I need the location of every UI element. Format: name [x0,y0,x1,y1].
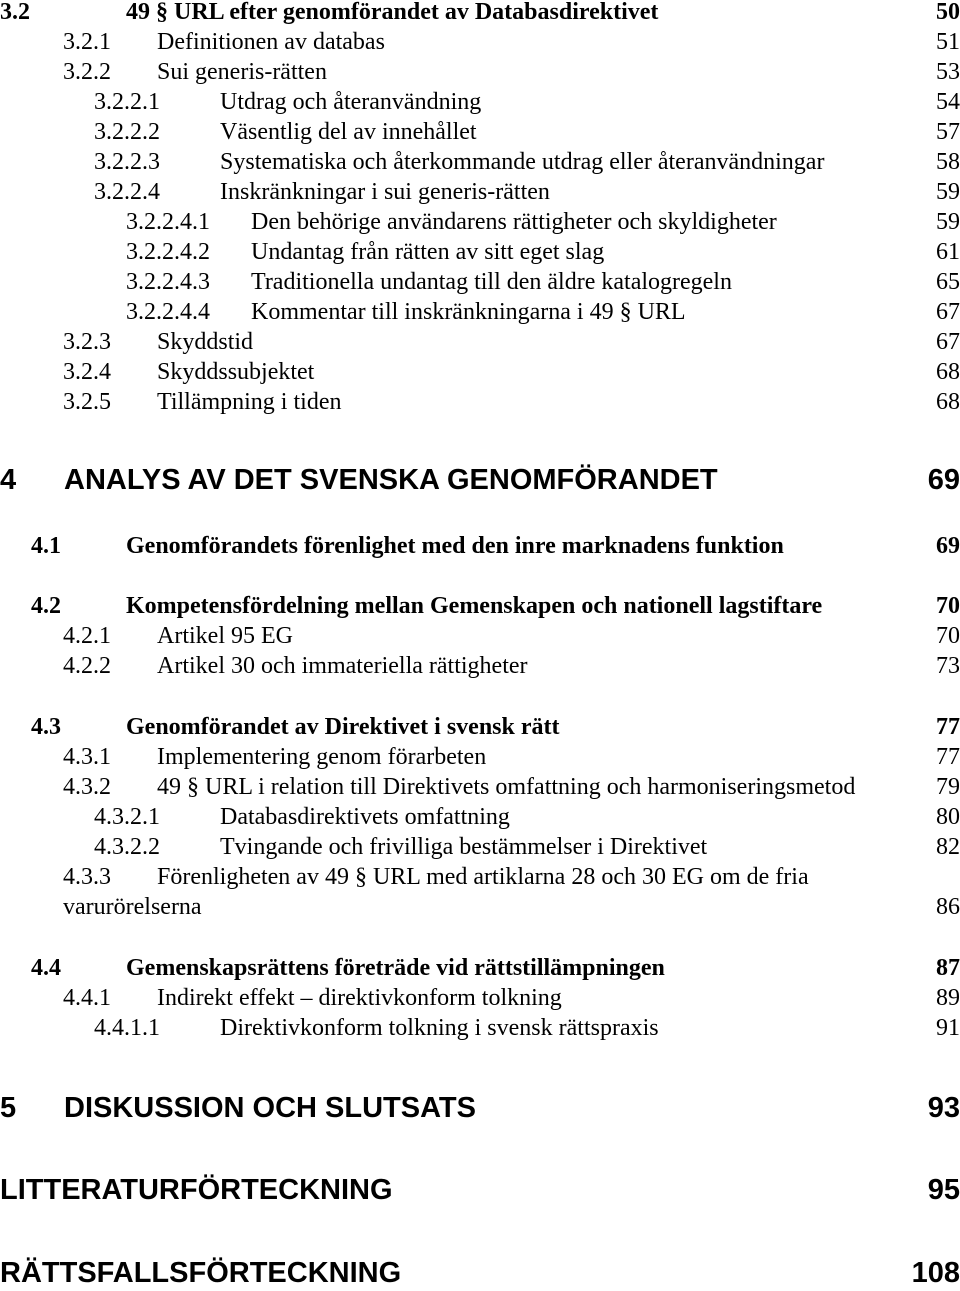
toc-entry [0,267,960,297]
toc-page-number: 65 [936,269,960,295]
toc-section-number: 4.1 [31,533,61,559]
toc-title: Undantag från rätten av sitt eget slag [251,239,605,265]
toc-entry [0,27,960,57]
toc-section-number: 4.3.2.2 [94,834,160,860]
toc-page-number: 77 [936,744,960,770]
toc-title: Tvingande och frivilliga bestämmelser i Direktivet [220,834,708,860]
toc-section-number: 3.2.2.1 [94,89,160,115]
toc-title: Genomförandets förenlighet med den inre marknadens funktion [126,533,784,559]
toc-section-number: 4.3.3 [63,864,111,890]
toc-section-number: 3.2.2.4.4 [126,299,210,325]
toc-chapter-heading [0,1172,960,1208]
toc-title: Utdrag och återanvändning [220,89,482,115]
toc-entry [0,297,960,327]
toc-section-number: 3.2.2.2 [94,119,160,145]
toc-page-number: 89 [936,985,960,1011]
toc-title: Skyddssubjektet [157,359,315,385]
toc-page-number: 77 [936,714,960,740]
toc-entry [0,117,960,147]
toc-section-number: 4.4.1 [63,985,111,1011]
toc-title: Kommentar till inskränkningarna i 49 § URL [251,299,686,325]
toc-page-number: 59 [936,209,960,235]
toc-page-number: 70 [936,593,960,619]
toc-page-number: 54 [936,89,960,115]
toc-page-number: 68 [936,359,960,385]
toc-title: ANALYS AV DET SVENSKA GENOMFÖRANDET [64,464,718,496]
toc-title: Inskränkningar i sui generis-rätten [220,179,550,205]
toc-entry [0,772,960,802]
toc-section-number: 4.4.1.1 [94,1015,160,1041]
toc-title: 49 § URL i relation till Direktivets omfattning och harmoniseringsmetod [157,774,856,800]
toc-title: Väsentlig del av innehållet [220,119,477,145]
toc-page-number: 67 [936,299,960,325]
toc-entry [0,862,960,892]
toc-page-number: 108 [911,1257,960,1289]
toc-entry [0,147,960,177]
toc-title: Artikel 95 EG [157,623,293,649]
toc-title: Traditionella undantag till den äldre katalogregeln [251,269,732,295]
toc-chapter-heading [0,1090,960,1126]
toc-page-number: 57 [936,119,960,145]
toc-section-number: 3.2.2.3 [94,149,160,175]
toc-title: Definitionen av databas [157,29,385,55]
toc-title: Den behörige användarens rättigheter och skyldigheter [251,209,777,235]
toc-page-number: 61 [936,239,960,265]
toc-page-number: 70 [936,623,960,649]
toc-section-number: 3.2.1 [63,29,111,55]
toc-section-number: 3.2.2.4.1 [126,209,210,235]
toc-entry [0,0,960,27]
toc-title: RÄTTSFALLSFÖRTECKNING [0,1257,402,1289]
toc-chapter-heading [0,462,960,498]
toc-title: DISKUSSION OCH SLUTSATS [64,1092,476,1124]
toc-section-number: 4 [0,464,17,496]
toc-chapter-heading [0,1255,960,1291]
toc-title: Tillämpning i tiden [157,389,342,415]
toc-entry [0,832,960,862]
toc-title: Gemenskapsrättens företräde vid rättstillämpningen [126,955,665,981]
toc-entry [0,57,960,87]
toc-title: LITTERATURFÖRTECKNING [0,1174,393,1206]
toc-section-number: 3.2.2.4.3 [126,269,210,295]
toc-entry [0,892,960,922]
toc-title: 49 § URL efter genomförandet av Databasdirektivet [126,0,659,25]
toc-entry [0,531,960,561]
toc-title: varurörelserna [63,894,202,920]
toc-section-number: 3.2.5 [63,389,111,415]
toc-section-number: 3.2.2 [63,59,111,85]
toc-section-number: 5 [0,1092,17,1124]
toc-page-number: 87 [936,955,960,981]
toc-section-number: 4.3.2.1 [94,804,160,830]
toc-title: Genomförandet av Direktivet i svensk rätt [126,714,560,740]
toc-section-number: 3.2.3 [63,329,111,355]
toc-entry [0,742,960,772]
toc-entry [0,237,960,267]
toc-title: Databasdirektivets omfattning [220,804,510,830]
toc-section-number: 4.3.1 [63,744,111,770]
toc-section-number: 3.2.4 [63,359,111,385]
toc-page-number: 59 [936,179,960,205]
toc-page-number: 95 [927,1174,960,1206]
toc-section-number: 4.2.2 [63,653,111,679]
toc-entry [0,387,960,417]
toc-title: Sui generis-rätten [157,59,327,85]
toc-page-number: 53 [936,59,960,85]
toc-title: Förenligheten av 49 § URL med artiklarna 28 och 30 EG om de fria [157,864,809,890]
toc-page-number: 79 [936,774,960,800]
toc-page-number: 68 [936,389,960,415]
toc-page-number: 69 [936,533,960,559]
toc-section-number: 3.2.2.4 [94,179,160,205]
toc-entry [0,802,960,832]
toc-entry [0,621,960,651]
toc-entry [0,591,960,621]
toc-page-number: 58 [936,149,960,175]
toc-title: Implementering genom förarbeten [157,744,487,770]
toc-entry [0,357,960,387]
toc-page-number: 51 [936,29,960,55]
toc-entry [0,1013,960,1043]
toc-section-number: 4.2 [31,593,61,619]
toc-entry [0,207,960,237]
toc-title: Artikel 30 och immateriella rättigheter [157,653,528,679]
toc-entry [0,327,960,357]
toc-section-number: 4.4 [31,955,61,981]
toc-title: Skyddstid [157,329,254,355]
toc-section-number: 3.2 [0,0,30,25]
toc-entry [0,651,960,681]
toc-title: Kompetensfördelning mellan Gemenskapen och nationell lagstiftare [126,593,823,619]
toc-title: Systematiska och återkommande utdrag eller återanvändningar [220,149,825,175]
toc-section-number: 4.3 [31,714,61,740]
toc-page-number: 93 [927,1092,960,1124]
toc-page-number: 82 [936,834,960,860]
toc-entry [0,983,960,1013]
toc-page-number: 67 [936,329,960,355]
toc-entry [0,177,960,207]
toc-section-number: 4.3.2 [63,774,111,800]
toc-page-number: 50 [936,0,960,25]
toc-page-number: 86 [936,894,960,920]
toc-entry [0,87,960,117]
toc-section-number: 3.2.2.4.2 [126,239,210,265]
toc-entry [0,953,960,983]
toc-entry [0,712,960,742]
toc-title: Indirekt effekt – direktivkonform tolkning [157,985,562,1011]
toc-page-number: 80 [936,804,960,830]
toc-page-number: 69 [927,464,960,496]
toc-page-number: 73 [936,653,960,679]
toc-page-number: 91 [936,1015,960,1041]
toc-section-number: 4.2.1 [63,623,111,649]
toc-title: Direktivkonform tolkning i svensk rättspraxis [220,1015,659,1041]
